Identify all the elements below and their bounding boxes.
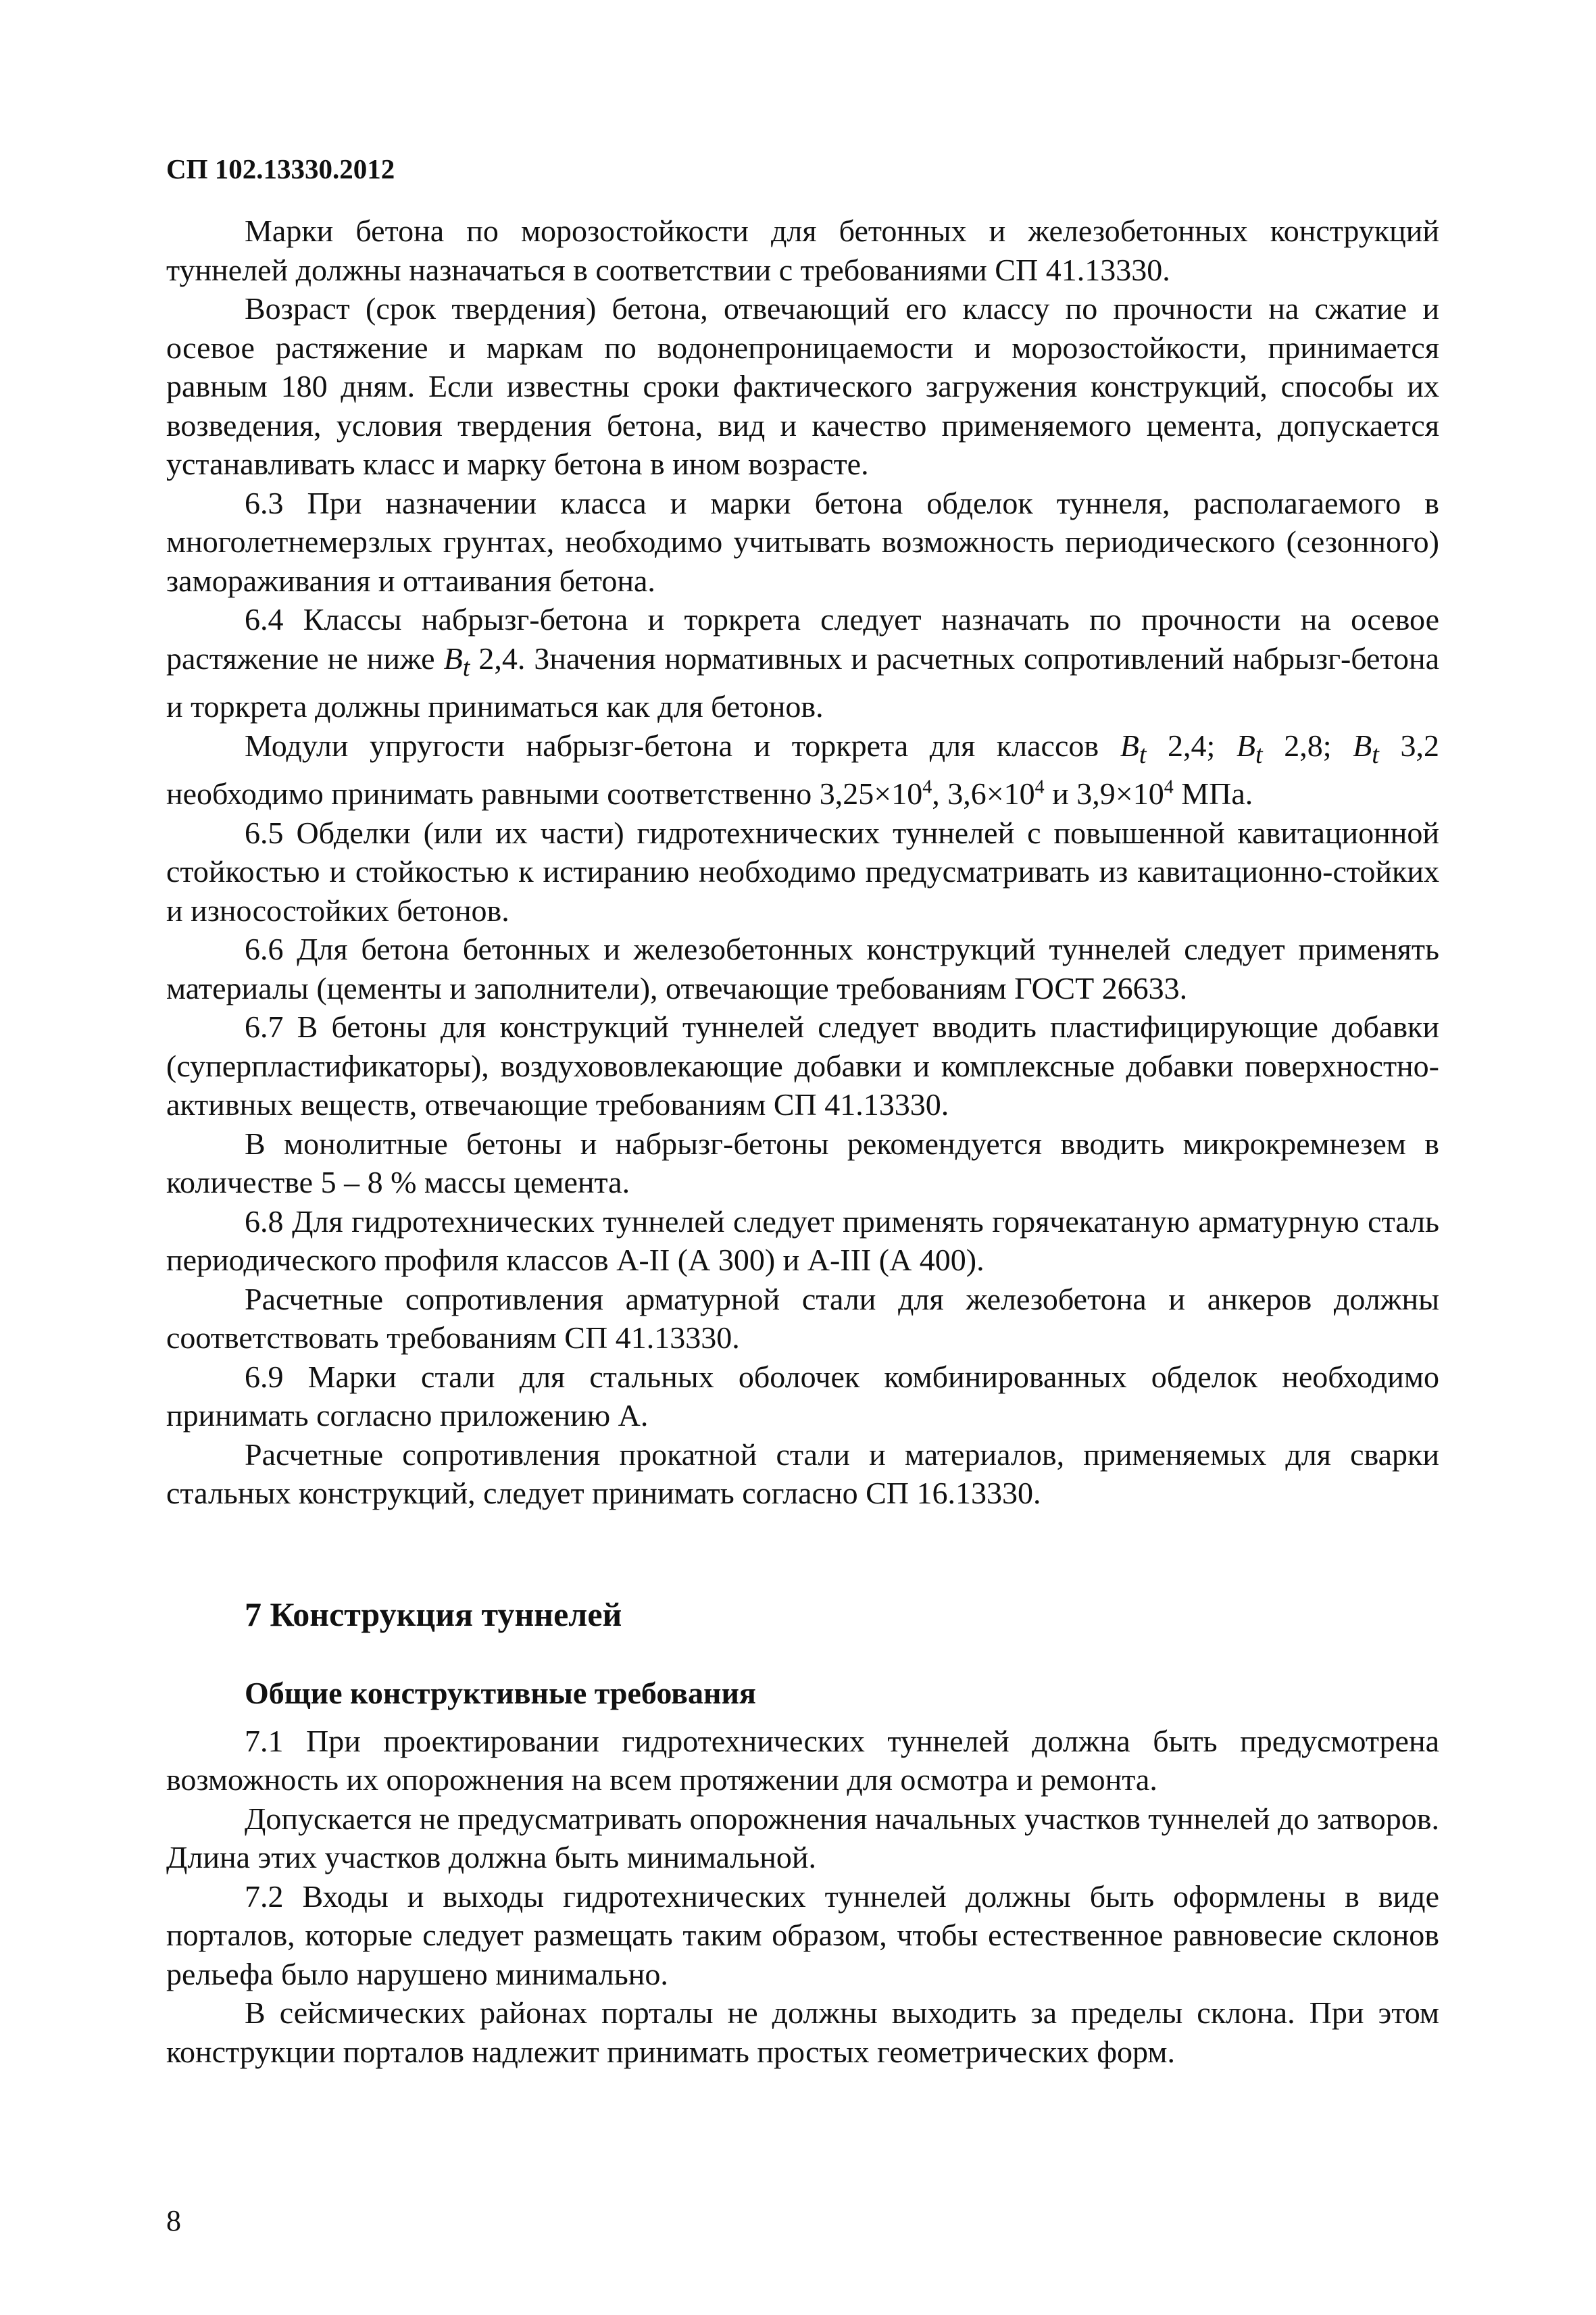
- paragraph: Марки бетона по морозостойкости для бетонных и железобетонных конструкций туннелей должны назначаться в соответствии с требованиями СП 41.13330.: [166, 214, 1439, 287]
- paragraph: 6.6 Для бетона бетонных и железобетонных конструкций туннелей следует применять материалы (цементы и заполнители), отвечающие требованиям ГОСТ 26633.: [166, 932, 1439, 1005]
- paragraph: [166, 600, 1439, 726]
- paragraph: Расчетные сопротивления арматурной стали для железобетона и анкеров должны соответствовать требованиям СП 41.13330.: [166, 1281, 1439, 1355]
- text-run: 3,2 необходимо принимать равными соответственно 3,25×10: [166, 728, 1439, 812]
- paragraph: 6.7 В бетоны для конструкций туннелей следует вводить пластифицирующие добавки (суперпластификаторы), воздухововлекающие добавки и комплексные добавки поверхностно-активных веществ, отвечающие требованиям СП 41.13330.: [166, 1010, 1439, 1122]
- paragraph: В сейсмических районах порталы не должны выходить за пределы склона. При этом конструкции порталов надлежит принимать простых геометрических форм.: [166, 1995, 1439, 2069]
- symbol-subscript: t: [1255, 740, 1263, 769]
- symbol-b: B: [1120, 728, 1139, 763]
- exponent: 4: [1034, 777, 1045, 799]
- text-run: 2,4;: [1146, 728, 1237, 763]
- paragraph: В монолитные бетоны и набрызг-бетоны рекомендуется вводить микрокремнезем в количестве 5 – 8 % массы цемента.: [166, 1126, 1439, 1200]
- symbol-b: B: [1236, 728, 1256, 763]
- paragraph: 6.3 При назначении класса и марки бетона обделок туннеля, располагаемого в многолетнемерзлых грунтах, необходимо учитывать возможность периодического (сезонного) замораживания и оттаивания бетона.: [166, 485, 1439, 598]
- symbol-b: B: [443, 641, 463, 676]
- subsection-title: Общие конструктивные требования: [245, 1675, 756, 1710]
- text-run: , 3,6×10: [932, 776, 1035, 812]
- symbol-b: B: [1353, 728, 1372, 763]
- document-code: СП 102.13330.2012: [166, 153, 395, 184]
- paragraph: 6.9 Марки стали для стальных оболочек комбинированных обделок необходимо принимать согласно приложению А.: [166, 1359, 1439, 1433]
- text-run: и 3,9×10: [1044, 776, 1164, 812]
- exponent: 4: [1164, 777, 1174, 799]
- symbol-subscript: t: [1139, 740, 1147, 769]
- page-number: 8: [166, 2204, 181, 2237]
- paragraph: 6.8 Для гидротехнических туннелей следует применять горячекатаную арматурную сталь периодического профиля классов А-II (А 300) и А-III (А 400).: [166, 1203, 1439, 1278]
- text-run: 2,8;: [1262, 728, 1353, 763]
- text-run: 6.4 Классы набрызг-бетона и торкрета следует назначать по прочности на осевое растяжение не ниже: [166, 602, 1439, 676]
- paragraph: Расчетные сопротивления прокатной стали и материалов, применяемых для сварки стальных конструкций, следует принимать согласно СП 16.13330.: [166, 1437, 1439, 1511]
- paragraph: 6.5 Обделки (или их части) гидротехнических туннелей с повышенной кавитационной стойкостью и стойкостью к истиранию необходимо предусматривать из кавитационно-стойких и износостойких бетонов.: [166, 815, 1439, 928]
- paragraph: 7.2 Входы и выходы гидротехнических туннелей должны быть оформлены в виде порталов, которые следует размещать таким образом, чтобы естественное равновесие склонов рельефа было нарушено минимально.: [166, 1878, 1439, 1991]
- paragraph: 7.1 При проектировании гидротехнических туннелей должна быть предусмотрена возможность их опорожнения на всем протяжении для осмотра и ремонта.: [166, 1723, 1439, 1797]
- paragraph: Возраст (срок твердения) бетона, отвечающий его классу по прочности на сжатие и осевое растяжение и маркам по водонепроницаемости и морозостойкости, принимается равным 180 дням. Если известны сроки фактического загружения конструкций, способы их возведения, условия твердения бетона, вид и качество применяемого цемента, допускается устанавливать класс и марку бетона в ином возрасте.: [166, 291, 1439, 481]
- section-title: 7 Конструкция туннелей: [245, 1595, 622, 1633]
- text-run: Модули упругости набрызг-бетона и торкрета для классов: [245, 728, 1120, 763]
- text-run: МПа.: [1173, 776, 1253, 812]
- text-run: 2,4. Значения нормативных и расчетных сопротивлений набрызг-бетона и торкрета должны приниматься как для бетонов.: [166, 641, 1440, 724]
- symbol-subscript: t: [462, 653, 470, 682]
- paragraph: [166, 726, 1439, 814]
- exponent: 4: [922, 777, 932, 799]
- symbol-subscript: t: [1372, 740, 1379, 769]
- paragraph: Допускается не предусматривать опорожнения начальных участков туннелей до затворов. Длина этих участков должна быть минимальной.: [166, 1801, 1439, 1875]
